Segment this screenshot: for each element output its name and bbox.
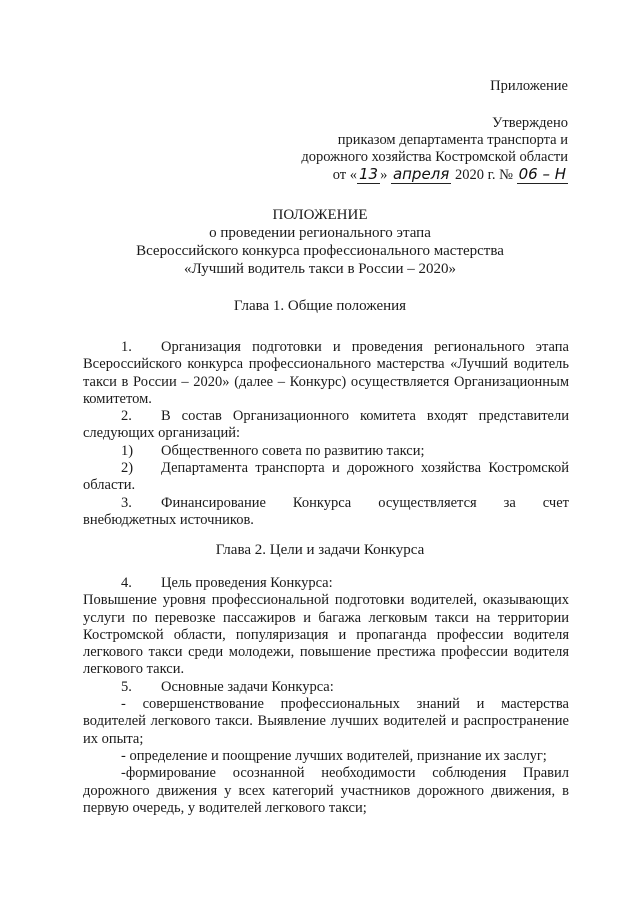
item-number: 5. [121,678,132,695]
item-text: -формирование осознанной необходимости соблюдения Правил дорожного движения у всех категорий участников дорожного движения, в первую очередь, у водителей легкового такси; [83,765,569,816]
order-line-1: приказом департамента транспорта и [337,132,568,148]
title-line-2: о проведении регионального этапа [209,225,431,241]
order-number: 06 – Н [518,165,566,183]
paragraph [83,575,569,592]
paragraph [83,495,569,530]
title-line-4: «Лучший водитель такси в России – 2020» [184,261,456,277]
paragraph [83,748,569,765]
date-month: апреля [392,165,450,183]
order-line-2: дорожного хозяйства Костромской области [301,149,568,165]
chapter-2-body [83,575,569,817]
paragraph [83,460,569,495]
paragraph [83,679,569,696]
approved-label: Утверждено [492,115,568,131]
item-text: - определение и поощрение лучших водителей, признание их заслуг; [121,747,547,764]
appendix-label: Приложение [490,78,568,94]
item-text: Общественного совета по развитию такси; [161,442,425,459]
document-title [60,206,580,278]
item-number: 1) [121,442,134,459]
item-number: 4. [121,575,132,591]
title-line-1: ПОЛОЖЕНИЕ [272,207,368,223]
paragraph [83,443,569,460]
title-line-3: Всероссийского конкурса профессионального мастерства [136,243,504,259]
paragraph [83,696,569,748]
item-number: 1. [121,339,132,355]
item-text: Финансирование Конкурса осуществляется за счет внебюджетных источников. [83,494,569,528]
item-text: - совершенствование профессиональных знаний и мастерства водителей легкового такси. Выявление лучших водителей и распространение их опыта; [83,696,569,747]
paragraph [83,592,569,678]
date-day: 13 [358,165,379,183]
item-text: Цель проведения Конкурса: [161,575,333,591]
item-number: 2. [121,408,132,425]
item-number: 2) [121,460,134,477]
paragraph [83,339,569,408]
date-mid: » [380,167,388,183]
date-prefix: от « [332,167,357,183]
date-suffix: 2020 г. № [454,167,513,183]
chapter-2-heading: Глава 2. Цели и задачи Конкурса [215,542,425,558]
chapter-1-body [83,339,569,529]
paragraph [83,765,569,817]
item-text: Основные задачи Конкурса: [161,678,334,695]
item-text: Организация подготовки и проведения регионального этапа Всероссийского конкурса профессионального мастерства «Лучший водитель такси в России – 2020» (далее – Конкурс) осуществляется Организационным комитетом. [83,339,569,407]
item-text: Повышение уровня профессиональной подготовки водителей, оказывающих услуги по перевозке пассажиров и багажа легковым такси на территории Костромской области, популяризация и пропаганда профессии водителя легкового такси среди молодежи, повышение престижа профессии водителя легкового такси. [83,592,569,678]
chapter-1-heading: Глава 1. Общие положения [233,298,407,314]
paragraph [83,408,569,443]
item-number: 3. [121,494,132,511]
item-text: В состав Организационного комитета входят представители следующих организаций: [83,408,569,442]
order-date-line [301,166,568,184]
item-text: Департамента транспорта и дорожного хозяйства Костромской области. [83,460,569,494]
approval-block [301,115,568,184]
